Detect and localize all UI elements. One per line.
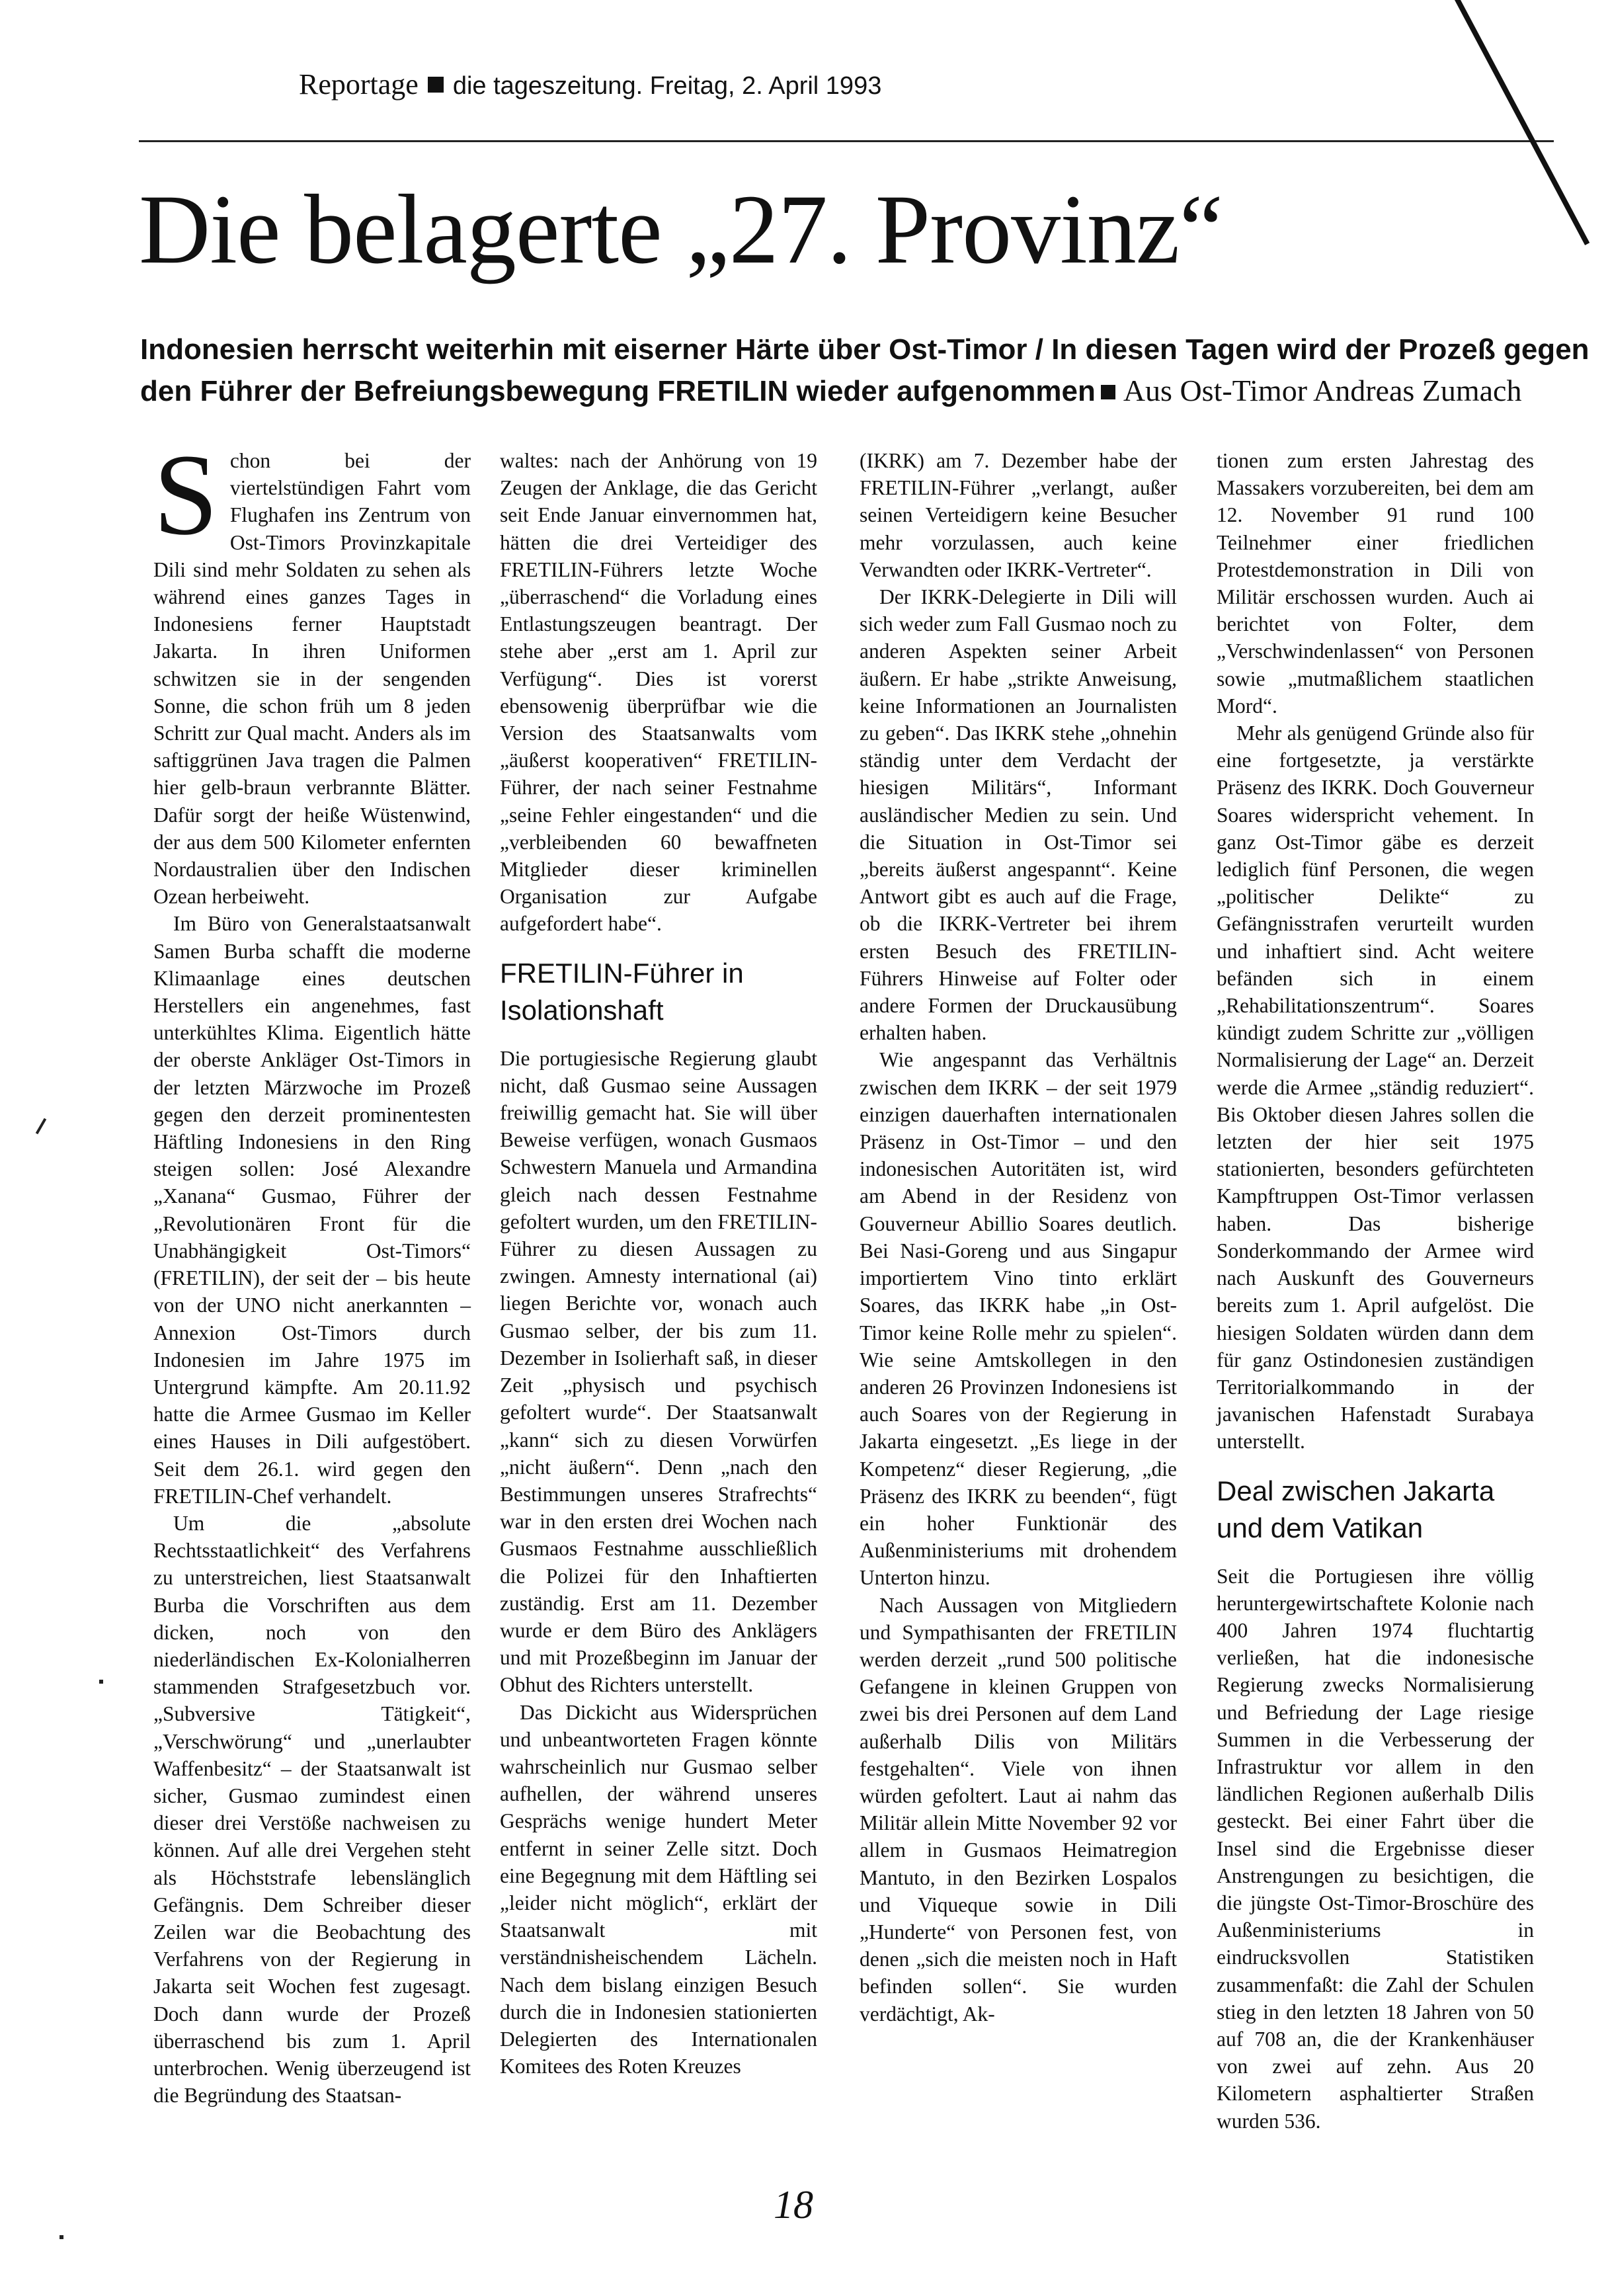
scan-speck [99, 1680, 103, 1684]
separator-square [1101, 385, 1115, 399]
scan-speck [60, 2235, 63, 2239]
dateline [299, 67, 881, 101]
paragraph: Der IKRK-Delegierte in Dili will sich weder zum Fall Gusmao noch zu anderen Aspekten seiner Arbeit äußern. Er habe „strikte Anweisung, keine Informationen an Journalisten zu geben“. Das IKRK stehe „ohnehin ständig unter dem Verdacht der hiesigen Militärs“, Informant ausländischer Medien zu sein. Und die Situation in Ost-Timor sei „bereits äußerst angespannt“. Keine Antwort gibt es auch auf die Frage, ob die IKRK-Vertreter bei ihrem ersten Besuch des FRETILIN-Führers Hinweise auf Folter oder andere Formen der Druckausübung erhalten haben. [860, 585, 1177, 1045]
paragraph: Mehr als genügend Gründe also für eine fortgesetzte, ja verstärkte Präsenz des IKRK. Doch Gouverneur Soares widerspricht vehement. In ganz Ost-Timor gäbe es derzeit lediglich fünf Personen, die wegen „politischer Delikte“ zu Gefängnisstrafen verurteilt wurden und inhaftiert sind. Acht weitere befänden sich in einem „Rehabilitationszentrum“. Soares kündigt zudem Schritte zur „völligen Normalisierung der Lage“ an. Derzeit werde die Armee „ständig reduziert“. Bis Oktober diesen Jahres sollen die letzten der hier seit 1975 stationierten, besonders gefürchteten Kampftruppen Ost-Timor verlassen haben. Das bisherige Sonderkommando der Armee wird nach Auskunft des Gouverneurs bereits zum 1. April aufgelöst. Die hiesigen Soldaten würden dann dem für ganz Ostindonesien zuständigen Territorialkommando in der javanischen Hafenstadt Surabaya unterstellt. [1217, 721, 1534, 1454]
paragraph: Im Büro von Generalstaatsanwalt Samen Burba schafft die moderne Klimaanlage eines deutschen Herstellers ein angenehmes, fast unterkühltes Klima. Eigentlich hätte der oberste Ankläger Ost-Timors in der letzten Märzwoche im Prozeß gegen den derzeit prominentesten Häftling Indonesiens in den Ring steigen sollen: José Alexandre „Xanana“ Gusmao, Führer der „Revolutionären Front für die Unabhängigkeit Ost-Timors“ (FRETILIN), der seit der – bis heute von der UNO nicht anerkannten – Annexion Ost-Timors durch Indonesien im Jahre 1975 im Untergrund kämpfte. Am 20.11.92 hatte die Armee Gusmao im Keller eines Hauses in Dili aufgestöbert. Seit dem 26.1. wird gegen den FRETILIN-Chef verhandelt. [153, 912, 471, 1508]
scan-artifact [1455, 0, 1589, 245]
drop-cap: S [153, 430, 218, 559]
paragraph-text: chon bei der viertelstündigen Fahrt vom Flughafen ins Zentrum von Ost-Timors Provinzkapitale Dili sind mehr Soldaten zu sehen als während eines ganzes Tages in Indonesiens ferner Hauptstadt Jakarta. In ihren Uniformen schwitzen sie in der sengenden Sonne, die schon früh um 8 jeden Schritt zur Qual macht. Anders als im saftiggrünen Java tragen die Palmen hier gelb-braun verbrannte Blätter. Dafür sorgt der heiße Wüstenwind, der aus dem 500 Kilometer enfernten Nordaustralien über den Indischen Ozean herbeiweht. [153, 449, 471, 909]
paragraph: Um die „absolute Rechtsstaatlichkeit“ des Verfahrens zu unterstreichen, liest Staatsanwalt Burba die Vorschriften aus dem dicken, noch von den niederländischen Ex-Kolonialherren stammenden Strafgesetzbuch vor. „Subversive Tätigkeit“, „Verschwörung“ und „unerlaubter Waffenbesitz“ – der Staatsanwalt ist sicher, Gusmao zumindest einen dieser drei Verstöße nachweisen zu können. Auf alle drei Vergehen steht als Höchststrafe lebenslänglich Gefängnis. Dem Schreiber dieser Zeilen war die Beobachtung des Verfahrens von der Regierung in Jakarta seit Wochen fest zugesagt. Doch dann wurde der Prozeß überraschend bis zum 1. April unterbrochen. Wenig überzeugend ist die Begründung des Staatsan- [153, 1511, 471, 2108]
paragraph: Das Dickicht aus Widersprüchen und unbeantworteten Fragen könnte wahrscheinlich nur Gusmao selber aufhellen, der während unseres Gesprächs wenige hundert Meter entfernt in seiner Zelle sitzt. Doch eine Begegnung mit dem Häftling sei „leider nicht möglich“, erklärt der Staatsanwalt mit verständnisheischendem Lächeln. Nach dem bislang einzigen Besuch durch die in Indonesien stationierten Delegierten des Internationalen Komitees des Roten Kreuzes [500, 1700, 817, 2078]
separator-square [428, 77, 444, 93]
scan-speck [36, 1118, 46, 1135]
section-label: Reportage [299, 68, 419, 101]
crosshead: FRETILIN-Führer in Isolationshaft [500, 957, 744, 1026]
article-column-3 [860, 447, 1177, 2028]
byline: Aus Ost-Timor Andreas Zumach [1123, 374, 1522, 407]
header-rule [139, 140, 1554, 142]
subhead [140, 329, 1595, 412]
page-number: 18 [774, 2183, 813, 2227]
subhead-text: Indonesien herrscht weiterhin mit eiserner Härte über Ost-Timor / In diesen Tagen wird der Prozeß gegen den Führer der Befreiungsbewegung FRETILIN wieder aufgenommen [140, 333, 1589, 407]
paragraph: Seit die Portugiesen ihre völlig heruntergewirtschaftete Kolonie nach 400 Jahren 1974 fluchtartig verließen, hat die indonesische Regierung zwecks Normalisierung und Befriedung der Lage riesige Summen in die Verbesserung der Infrastruktur vor allem in den ländlichen Regionen außerhalb Dilis gesteckt. Bei einer Fahrt über die Insel sind die Ergebnisse dieser Anstrengungen zu besichtigen, die die jüngste Ost-Timor-Broschüre des Außenministeriums in eindrucksvollen Statistiken zusammenfaßt: die Zahl der Schulen stieg in den letzten 18 Jahren von 50 auf 708 an, die der Krankenhäuser von zwei auf zehn. Aus 20 Kilometern asphaltierter Straßen wurden 536. [1217, 1564, 1534, 2133]
paragraph: Wie angespannt das Verhältnis zwischen dem IKRK – der seit 1979 einzigen dauerhaften internationalen Präsenz in Ost-Timor – und den indonesischen Autoritäten ist, wird am Abend in der Residenz von Gouverneur Abillio Soares deutlich. Bei Nasi-Goreng und aus Singapur importiertem Vino tinto erklärt Soares, das IKRK habe „in Ost-Timor keine Rolle mehr zu spielen“. Wie seine Amtskollegen in den anderen 26 Provinzen Indonesiens ist auch Soares von der Regierung in Jakarta eingesetzt. „Es liege in der Kompetenz“ dieser Regierung, „die Präsenz des IKRK zu beenden“, fügt ein hoher Funktionär des Außenministeriums mit drohendem Unterton hinzu. [860, 1048, 1177, 1590]
article-column-4 [1217, 447, 1534, 2135]
paragraph: Die portugiesische Regierung glaubt nicht, daß Gusmao seine Aussagen freiwillig gemacht hat. Sie will über Beweise verfügen, wonach Gusmaos Schwestern Manuela und Armandina gleich nach dessen Festnahme gefoltert wurden, um den FRETILIN-Führer zu diesen Aussagen zu zwingen. Amnesty international (ai) liegen Berichte vor, wonach auch Gusmao selber, der bis zum 11. Dezember in Isolierhaft saß, in dieser Zeit „physisch und psychisch gefoltert wurde“. Der Staatsanwalt „kann“ sich zu diesen Vorwürfen „nicht äußern“. Denn „nach den Bestimmungen unseres Strafrechts“ war in den ersten drei Wochen nach Gusmaos Festnahme ausschließlich die Polizei für den Inhaftierten zuständig. Erst am 11. Dezember wurde er dem Büro des Anklägers und mit Prozeßbeginn im Januar der Obhut des Richters unterstellt. [500, 1046, 817, 1697]
article-column-1 [153, 430, 471, 2109]
paragraph: (IKRK) am 7. Dezember habe der FRETILIN-Führer „verlangt, außer seinen Verteidigern keine Besucher mehr vorzulassen, auch keine Verwandten oder IKRK-Vertreter“. [860, 449, 1177, 581]
crosshead: Deal zwischen Jakarta und dem Vatikan [1217, 1475, 1495, 1543]
headline: Die belagerte „27. Provinz“ [139, 175, 1223, 284]
paper-info: die tageszeitung. Freitag, 2. April 1993 [452, 72, 882, 100]
paragraph: waltes: nach der Anhörung von 19 Zeugen der Anklage, die das Gericht seit Ende Januar einvernommen hat, hätten die drei Verteidiger des FRETILIN-Führers letzte Woche „überraschend“ die Vorladung eines Entlastungszeugen beantragt. Der stehe aber „erst am 1. April zur Verfügung“. Dies ist vorerst ebensowenig überprüfbar wie die Version des Staatsanwalts vom „äußerst kooperativen“ FRETILIN-Führer, der nach seiner Festnahme „seine Fehler eingestanden“ und die „verbleibenden 60 bewaffneten Mitglieder dieser kriminellen Organisation zur Aufgabe aufgefordert habe“. [500, 449, 817, 936]
paragraph [153, 430, 471, 910]
article-column-2 [500, 447, 817, 2080]
paragraph: tionen zum ersten Jahrestag des Massakers vorzubereiten, bei dem am 12. November 91 rund 100 Teilnehmer einer friedlichen Protestdemonstration in Dili von Militär erschossen wurden. Auch ai berichtet von Folter, dem „Verschwindenlassen“ von Personen sowie „mutmaßlichem staatlichen Mord“. [1217, 449, 1534, 718]
paragraph: Nach Aussagen von Mitgliedern und Sympathisanten der FRETILIN werden derzeit „rund 500 politische Gefangene in kleinen Gruppen von zwei bis drei Personen auf dem Land außerhalb Dilis von Militärs festgehalten“. Viele von ihnen würden gefoltert. Laut ai nahm das Militär allein Mitte November 92 vor allem in Gusmaos Heimatregion Mantuto, in den Bezirken Lospalos und Viqueque sowie in Dili „Hunderte“ von Personen fest, von denen „sich die meisten noch in Haft befinden sollen“. Sie wurden verdächtigt, Ak- [860, 1593, 1177, 2026]
